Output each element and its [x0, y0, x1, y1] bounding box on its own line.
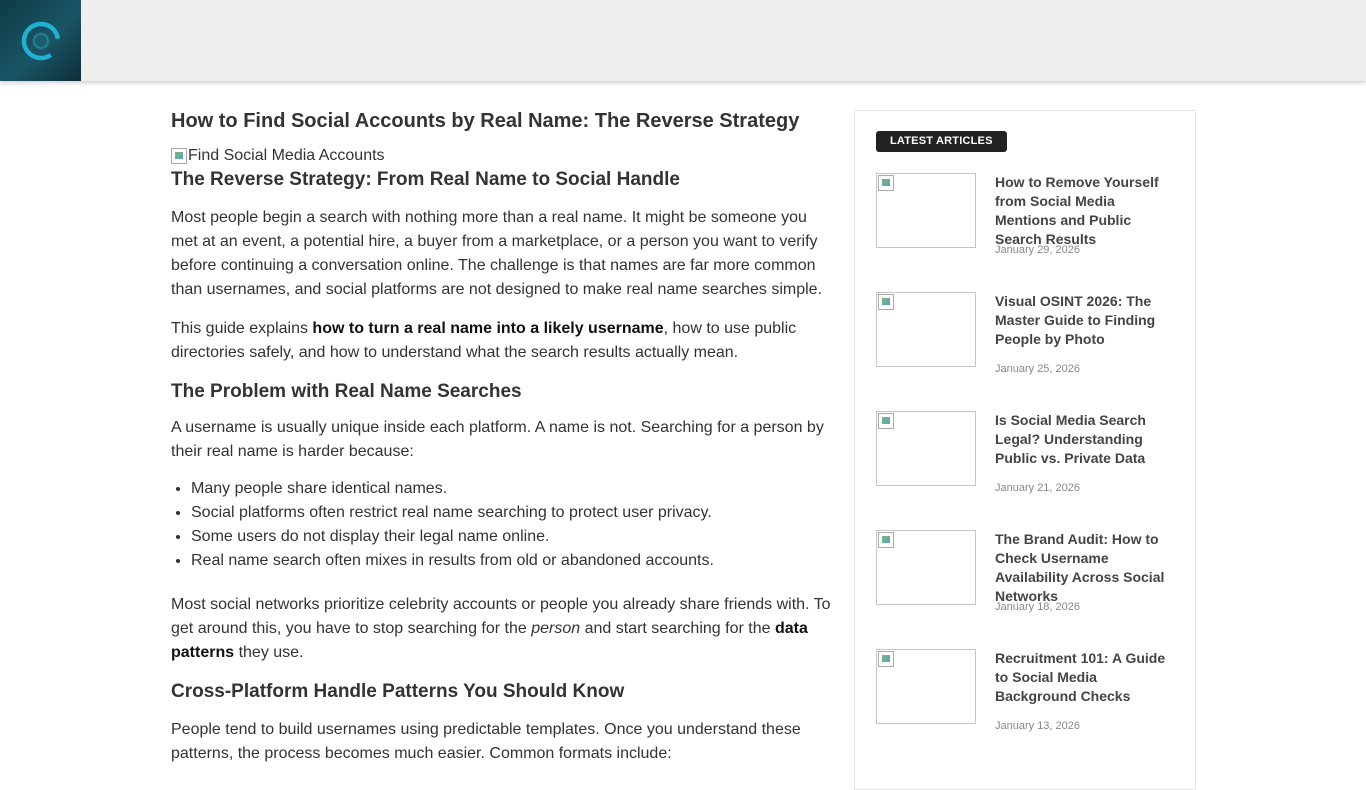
article-link[interactable]: The Brand Audit: How to Check Username Availability Across Social Networks — [995, 531, 1165, 604]
paragraph: This guide explains how to turn a real name into a likely username, how to use public directories safely, and how to understand what the search results actually mean. — [171, 320, 797, 361]
article-date: January 21, 2026 — [995, 482, 1081, 494]
article-link[interactable]: Recruitment 101: A Guide to Social Media Background Checks — [995, 650, 1166, 704]
article-link[interactable]: How to Remove Yourself from Social Media Mentions and Public Search Results — [995, 174, 1159, 247]
bold-text: data patterns — [171, 620, 808, 661]
bold-text: how to turn a real name into a likely username — [312, 320, 664, 337]
section-heading: The Problem with Real Name Searches — [171, 381, 522, 402]
emphasis-text: person — [531, 620, 581, 637]
latest-article-card[interactable] — [876, 411, 1176, 511]
article-thumbnail[interactable] — [876, 411, 976, 486]
list-item: • Some users do not display their legal name online. — [191, 525, 833, 549]
broken-image-icon — [878, 294, 894, 310]
latest-article-card[interactable] — [876, 530, 1176, 630]
broken-image-icon — [878, 413, 894, 429]
article-date: January 25, 2026 — [995, 363, 1081, 375]
hero-image — [171, 146, 833, 166]
paragraph: A username is usually unique inside each platform. A name is not. Searching for a person by their real name is harder because: — [171, 419, 824, 460]
paragraph: People tend to build usernames using predictable templates. Once you understand these patterns, the process becomes much easier. Common formats include: — [171, 721, 801, 762]
broken-image-icon — [878, 651, 894, 667]
article-link[interactable]: Is Social Media Search Legal? Understanding Public vs. Private Data — [995, 412, 1146, 466]
latest-article-card[interactable] — [876, 173, 1176, 273]
list-item: • Real name search often mixes in results from old or abandoned accounts. — [191, 549, 833, 573]
paragraph: Most social networks prioritize celebrity accounts or people you already share friends with. To get around this, you have to stop searching for the person and start searching for the data patterns they use. — [171, 596, 831, 661]
latest-articles-label: LATEST ARTICLES — [876, 131, 1007, 152]
latest-article-card[interactable] — [876, 649, 1176, 749]
article-thumbnail[interactable] — [876, 292, 976, 367]
broken-image-icon — [878, 175, 894, 191]
latest-article-card[interactable] — [876, 292, 1176, 392]
article — [171, 108, 833, 781]
article-thumbnail[interactable] — [876, 530, 976, 605]
article-link[interactable]: Visual OSINT 2026: The Master Guide to Finding People by Photo — [995, 293, 1156, 347]
list-item: • Social platforms often restrict real name searching to protect user privacy. — [191, 501, 833, 525]
section-heading: The Reverse Strategy: From Real Name to Social Handle — [171, 169, 680, 190]
hero-image-alt: Find Social Media Accounts — [188, 147, 385, 164]
paragraph: Most people begin a search with nothing more than a real name. It might be someone you met at an event, a potential hire, a buyer from a marketplace, or a person you want to verify before continuing a conversation online. The challenge is that names are far more common than usernames, and social platforms are not designed to make real name searches simple. — [171, 209, 823, 298]
article-thumbnail[interactable] — [876, 649, 976, 724]
bullet-list — [171, 477, 833, 573]
ring-logo-icon — [19, 19, 63, 63]
article-date: January 18, 2026 — [995, 601, 1081, 613]
broken-image-icon — [171, 148, 187, 164]
site-logo[interactable] — [0, 0, 81, 81]
broken-image-icon — [878, 532, 894, 548]
article-date: January 29, 2026 — [995, 244, 1081, 256]
list-item: • Many people share identical names. — [191, 477, 833, 501]
article-date: January 13, 2026 — [995, 720, 1081, 732]
site-header — [0, 0, 1366, 81]
article-thumbnail[interactable] — [876, 173, 976, 248]
section-heading: Cross-Platform Handle Patterns You Should Know — [171, 681, 625, 702]
sidebar — [854, 110, 1196, 790]
article-title: How to Find Social Accounts by Real Name: The Reverse Strategy — [171, 110, 800, 132]
